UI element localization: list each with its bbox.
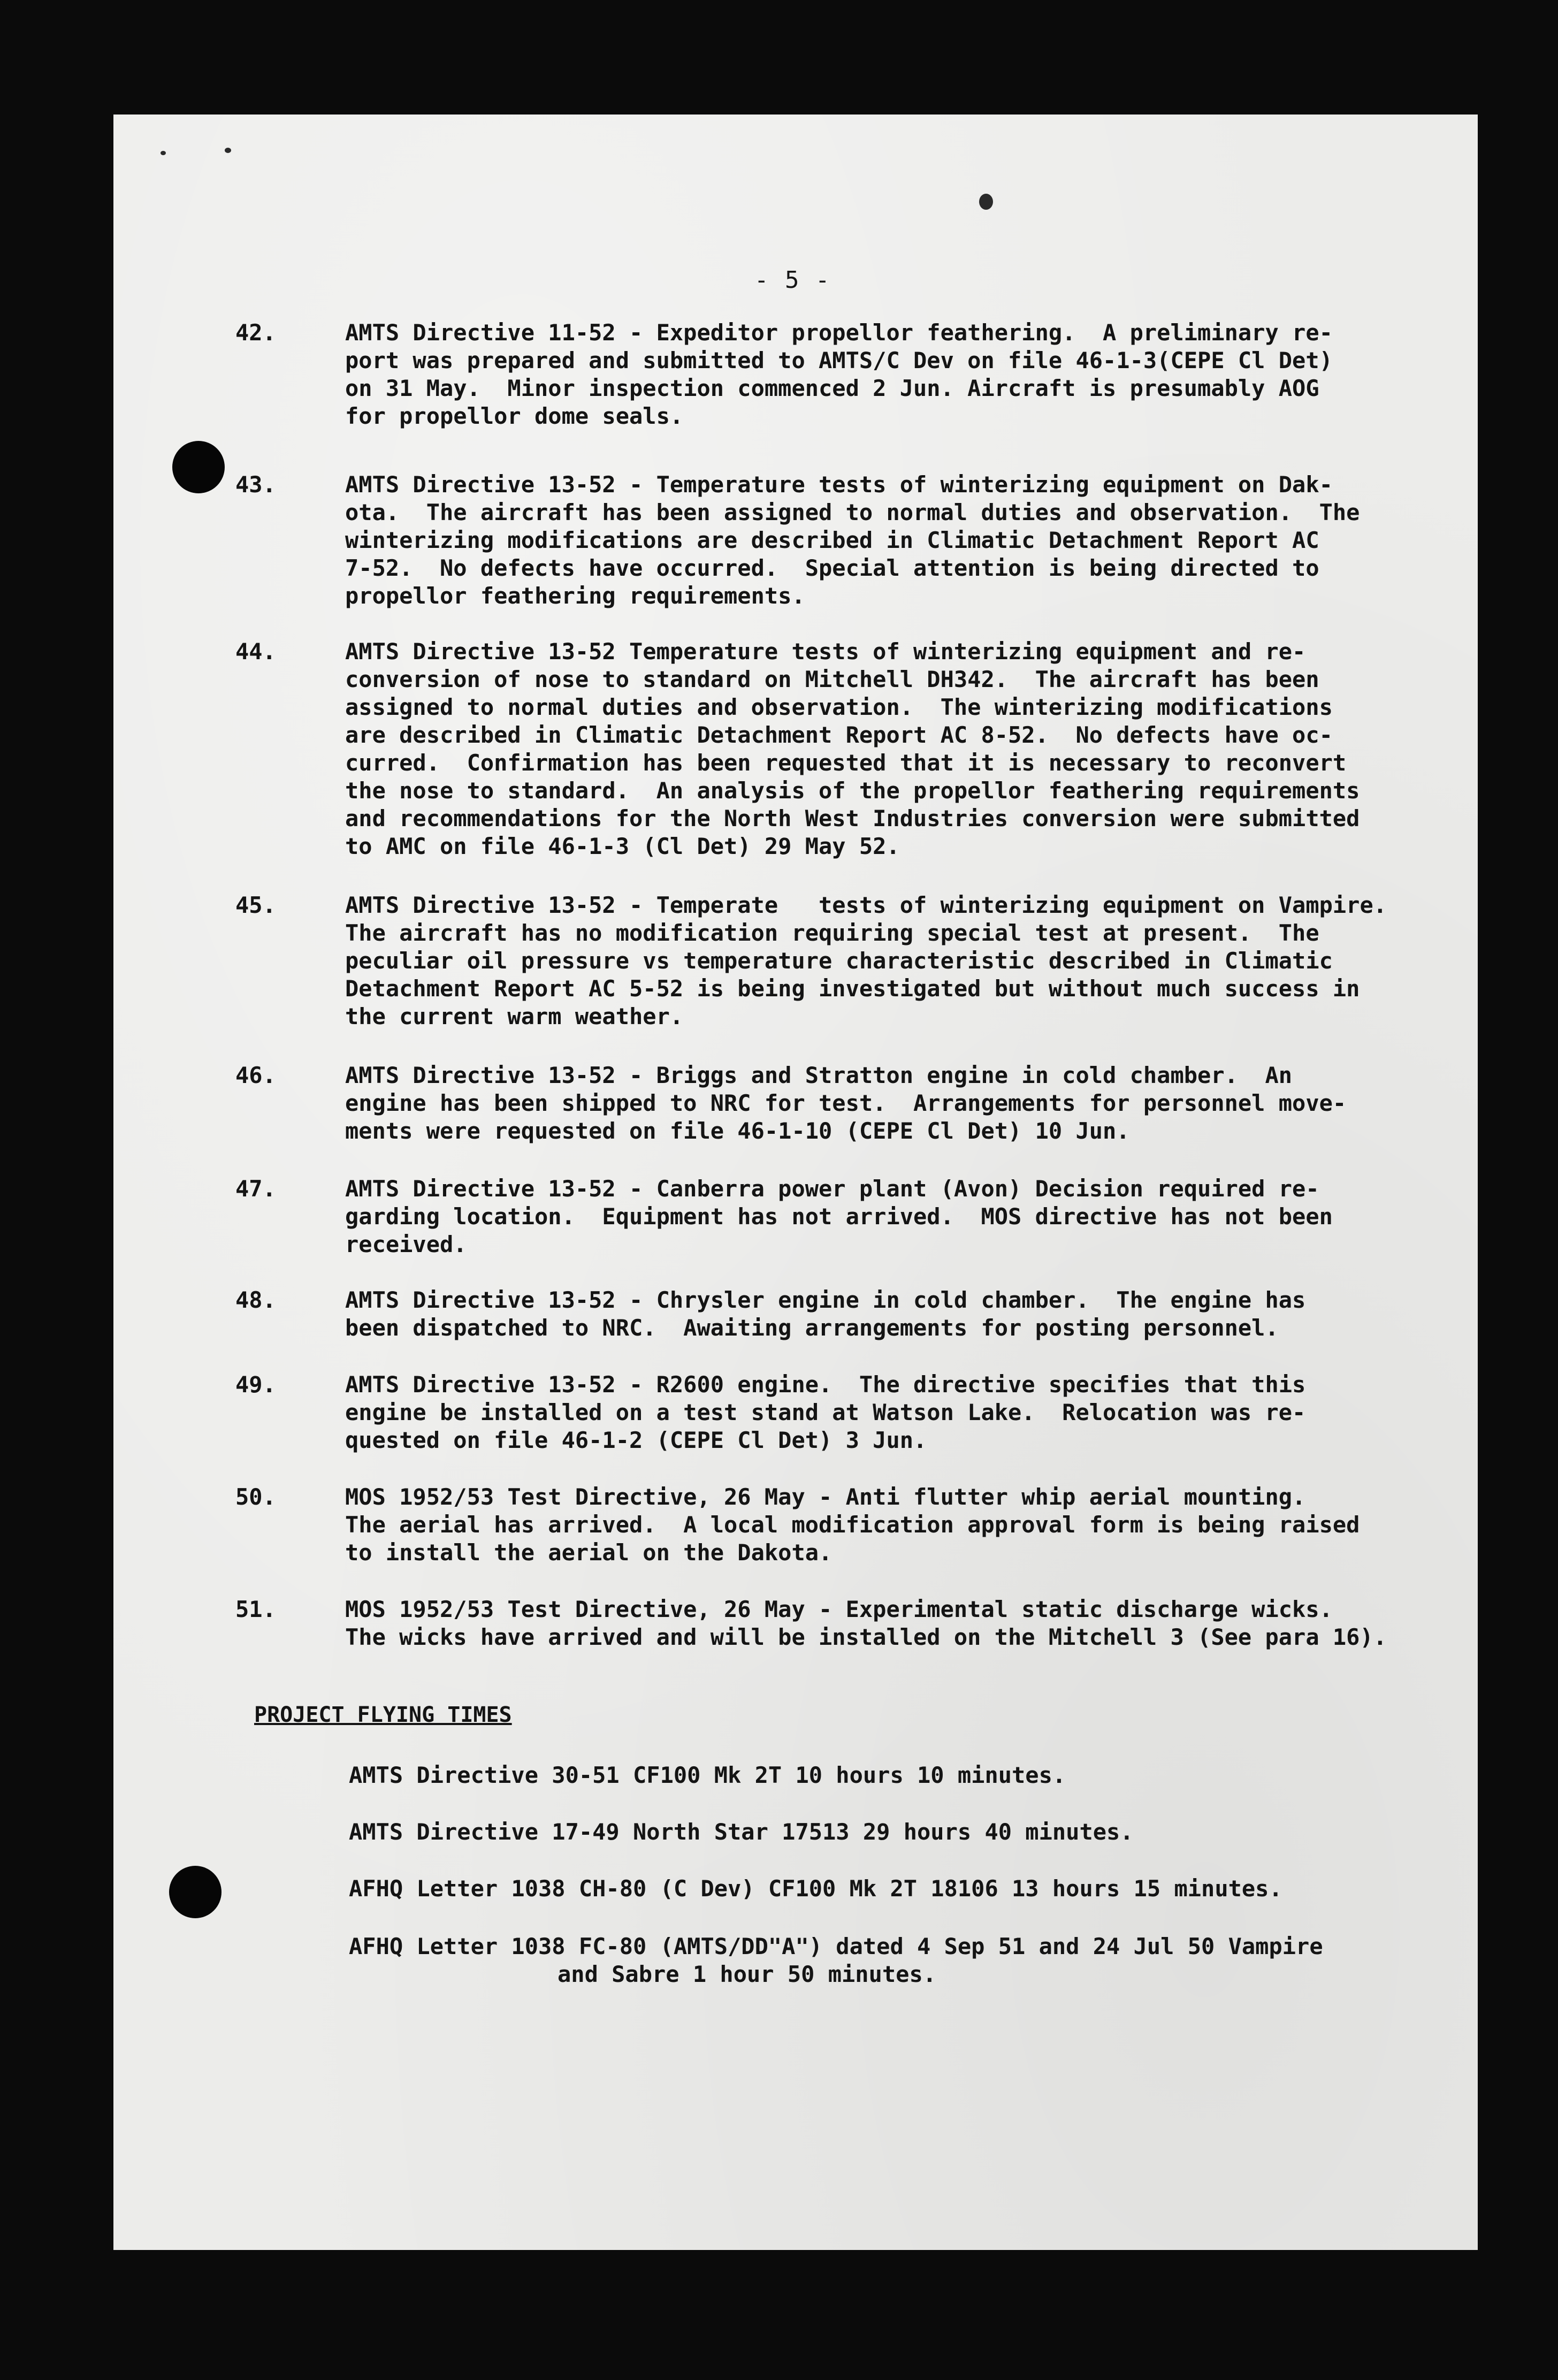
paragraph-body xyxy=(345,1286,1469,1342)
flying-time-line: AFHQ Letter 1038 CH-80 (C Dev) CF100 Mk 2T 18106 13 hours 15 minutes. xyxy=(349,1875,1282,1902)
paragraph-line: ments were requested on file 46-1-10 (CEPE Cl Det) 10 Jun. xyxy=(345,1118,1130,1144)
paragraph-line: AMTS Directive 13-52 - R2600 engine. The directive specifies that this xyxy=(345,1371,1306,1398)
paragraph-line: and recommendations for the North West Industries conversion were submitted xyxy=(345,805,1360,832)
paragraph-line: AMTS Directive 13-52 - Canberra power plant (Avon) Decision required re- xyxy=(345,1176,1319,1202)
paragraph-line: the current warm weather. xyxy=(345,1003,684,1029)
paragraph-body xyxy=(345,1371,1469,1454)
paragraph-line: conversion of nose to standard on Mitchell DH342. The aircraft has been xyxy=(345,666,1319,692)
paragraph-line: AMTS Directive 11-52 - Expeditor propellor feathering. A preliminary re- xyxy=(345,319,1333,346)
flying-time-entry xyxy=(349,1818,1134,1846)
paragraph-line: garding location. Equipment has not arrived. MOS directive has not been xyxy=(345,1203,1333,1230)
paragraph-body xyxy=(345,891,1469,1031)
paragraph-line: AMTS Directive 13-52 - Chrysler engine in cold chamber. The engine has xyxy=(345,1287,1306,1313)
punch-hole-bottom xyxy=(169,1866,222,1918)
paragraph-body xyxy=(345,1175,1469,1258)
paragraph-body xyxy=(345,1062,1469,1145)
paragraph-line: ota. The aircraft has been assigned to normal duties and observation. The xyxy=(345,499,1360,525)
paragraph-number: 48. xyxy=(235,1287,276,1313)
paragraph-line: are described in Climatic Detachment Report AC 8-52. No defects have oc- xyxy=(345,722,1333,748)
paragraph-number: 44. xyxy=(235,638,276,665)
paragraph-number: 42. xyxy=(235,319,276,346)
ink-speck xyxy=(161,151,166,155)
paragraph-number: 46. xyxy=(235,1062,276,1088)
flying-time-line: and Sabre 1 hour 50 minutes. xyxy=(557,1961,937,1987)
paragraph-line: AMTS Directive 13-52 Temperature tests of winterizing equipment and re- xyxy=(345,638,1306,665)
paragraph-line: on 31 May. Minor inspection commenced 2 Jun. Aircraft is presumably AOG xyxy=(345,375,1319,401)
paragraph-line: engine has been shipped to NRC for test. Arrangements for personnel move- xyxy=(345,1090,1347,1116)
paragraph-line: the nose to standard. An analysis of the propellor feathering requirements xyxy=(345,777,1360,804)
paragraph-line: for propellor dome seals. xyxy=(345,403,684,429)
ink-speck xyxy=(225,148,231,153)
paragraph-line: The wicks have arrived and will be installed on the Mitchell 3 (See para 16). xyxy=(345,1624,1387,1650)
paragraph-line: to AMC on file 46-1-3 (Cl Det) 29 May 52. xyxy=(345,833,900,859)
paragraph-number: 50. xyxy=(235,1484,276,1510)
paragraph-body xyxy=(345,319,1469,430)
paragraph-line: winterizing modifications are described in Climatic Detachment Report AC xyxy=(345,527,1319,553)
paragraph-body xyxy=(345,1483,1469,1567)
paragraph-line: port was prepared and submitted to AMTS/C Dev on file 46-1-3(CEPE Cl Det) xyxy=(345,347,1333,373)
paragraph-line: Detachment Report AC 5-52 is being investigated but without much success in xyxy=(345,975,1360,1002)
paragraph-line: been dispatched to NRC. Awaiting arrangements for posting personnel. xyxy=(345,1315,1279,1341)
section-heading: PROJECT FLYING TIMES xyxy=(254,1703,512,1727)
paragraph-line: propellor feathering requirements. xyxy=(345,583,805,609)
paragraph-line: engine be installed on a test stand at Watson Lake. Relocation was re- xyxy=(345,1399,1306,1425)
flying-time-line: AMTS Directive 30-51 CF100 Mk 2T 10 hours 10 minutes. xyxy=(349,1762,1066,1788)
paragraph-body xyxy=(345,1596,1469,1651)
page-number: - 5 - xyxy=(754,266,831,294)
paragraph-number: 51. xyxy=(235,1596,276,1622)
paragraph-number: 47. xyxy=(235,1176,276,1202)
paragraph-line: AMTS Directive 13-52 - Temperate tests of winterizing equipment on Vampire. xyxy=(345,892,1387,918)
paragraph-line: The aircraft has no modification requiring special test at present. The xyxy=(345,920,1319,946)
paragraph-line: MOS 1952/53 Test Directive, 26 May - Anti flutter whip aerial mounting. xyxy=(345,1484,1306,1510)
paragraph-line: quested on file 46-1-2 (CEPE Cl Det) 3 Jun. xyxy=(345,1427,927,1453)
paragraph-line: AMTS Directive 13-52 - Briggs and Stratton engine in cold chamber. An xyxy=(345,1062,1293,1088)
paragraph-line: assigned to normal duties and observation. The winterizing modifications xyxy=(345,694,1333,720)
flying-time-entry xyxy=(349,1933,1323,1988)
flying-time-line: AFHQ Letter 1038 FC-80 (AMTS/DD"A") dated 4 Sep 51 and 24 Jul 50 Vampire xyxy=(349,1933,1323,1959)
paragraph-line: 7-52. No defects have occurred. Special attention is being directed to xyxy=(345,555,1319,581)
paragraph-line: curred. Confirmation has been requested that it is necessary to reconvert xyxy=(345,750,1347,776)
paragraph-body xyxy=(345,638,1469,860)
paragraph-number: 45. xyxy=(235,892,276,918)
paragraph-line: to install the aerial on the Dakota. xyxy=(345,1539,833,1566)
flying-time-entry xyxy=(349,1761,1066,1789)
paragraph-number: 43. xyxy=(235,471,276,498)
punch-hole-top xyxy=(172,441,225,493)
paragraph-line: peculiar oil pressure vs temperature characteristic described in Climatic xyxy=(345,948,1333,974)
paragraph-body xyxy=(345,471,1469,610)
paragraph-line: The aerial has arrived. A local modification approval form is being raised xyxy=(345,1512,1360,1538)
paragraph-line: MOS 1952/53 Test Directive, 26 May - Experimental static discharge wicks. xyxy=(345,1596,1333,1622)
paragraph-line: received. xyxy=(345,1231,467,1257)
paragraph-line: AMTS Directive 13-52 - Temperature tests of winterizing equipment on Dak- xyxy=(345,471,1333,498)
flying-time-line: AMTS Directive 17-49 North Star 17513 29 hours 40 minutes. xyxy=(349,1819,1134,1845)
paragraph-number: 49. xyxy=(235,1371,276,1398)
flying-time-entry xyxy=(349,1875,1282,1903)
ink-speck xyxy=(979,194,993,210)
